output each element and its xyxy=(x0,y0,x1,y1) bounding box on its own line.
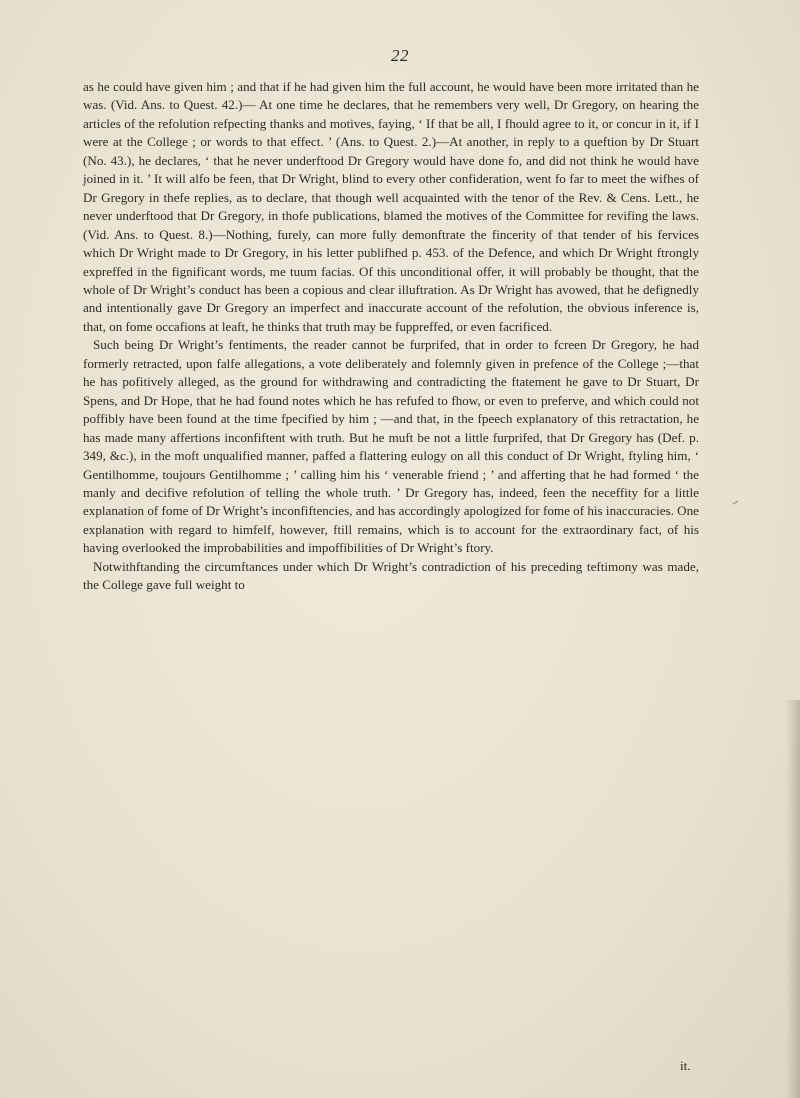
catchword: it. xyxy=(680,1058,691,1073)
page-edge-shadow xyxy=(786,700,800,1098)
page-number: 22 xyxy=(391,46,409,65)
body-text xyxy=(83,78,699,595)
paragraph-1: as he could have given him ; and that if he had given him the full account, he would have been more irritated than he was. (Vid. Ans. to Quest. 42.)— At one time he declares, that he remembers very well, Dr Gregory, on hearing the articles of the refolution refpecting thanks and motives, faying, ‘ If that be all, I fhould agree to it, or concur in it, if I were at the College ; or words to that effect. ’ (Ans. to Quest. 2.)—At another, in reply to a queftion by Dr Stuart (No. 43.), he declares, ‘ that he never underftood Dr Gregory would have done fo, and did not think he would have joined in it. ’ It will alfo be feen, that Dr Wright, blind to every other confideration, went fo far to meet the wifhes of Dr Gregory in thefe replies, as to declare, that though well acquainted with the tenor of the Rev. & Cens. Lett., he never underftood that Dr Gregory, in thofe publications, blamed the motives of the Committee for revifing the laws. (Vid. Ans. to Quest. 8.)—Nothing, furely, can more fully demonftrate the fincerity of that tender of his fervices which Dr Wright made to Dr Gregory, in his letter publifhed p. 453. of the Defence, and which Dr Wright ftrongly expreffed in the fignificant words, me tuum facias. Of this unconditional offer, it will probably be thought, that the whole of Dr Wright’s conduct has been a copious and clear illuftration. As Dr Wright has avowed, that he defignedly and intentionally gave Dr Gregory an imperfect and inaccurate account of the refolution, the obvious inference is, that, on fome occafions at leaft, he thinks that truth may be fuppreffed, or even facrificed. xyxy=(83,79,699,334)
paragraph-2: Such being Dr Wright’s fentiments, the reader cannot be furprifed, that in order to fcreen Dr Gregory, he had formerly retracted, upon falfe allegations, a vote deliberately and folemnly given in prefence of the College ;—that he has pofitively alleged, as the ground for withdrawing and contradicting the ftatement he gave to Dr Stuart, Dr Spens, and Dr Hope, that he had found notes which he has refufed to fhow, or even to preferve, and which could not poffibly have been found at the time fpecified by him ; —and that, in the fpeech explanatory of this retractation, he has made many affertions inconfiftent with truth. But he muft be not a little furprifed, that Dr Gregory has (Def. p. 349, &c.), in the moft unqualified manner, paffed a flattering eulogy on all this conduct of Dr Wright, ftyling him, ‘ Gentilhomme, toujours Gentilhomme ; ’ calling him his ‘ venerable friend ; ’ and afferting that he had formed ‘ the manly and decifive refolution of telling the whole truth. ’ Dr Gregory has, indeed, feen the neceffity for a little explanation of fome of Dr Wright’s inconfiftencies, and has accordingly apologized for fome of his inaccuracies. One explanation with regard to himfelf, however, ftill remains, which is to account for the extraordinary fact, of his having overlooked the improbabilities and impoffibilities of Dr Wright’s ftory. xyxy=(83,337,699,556)
paragraph-3: Notwithftanding the circumftances under which Dr Wright’s contradiction of his preceding teftimony was made, the College gave full weight to xyxy=(83,558,699,593)
margin-mark xyxy=(732,501,739,507)
